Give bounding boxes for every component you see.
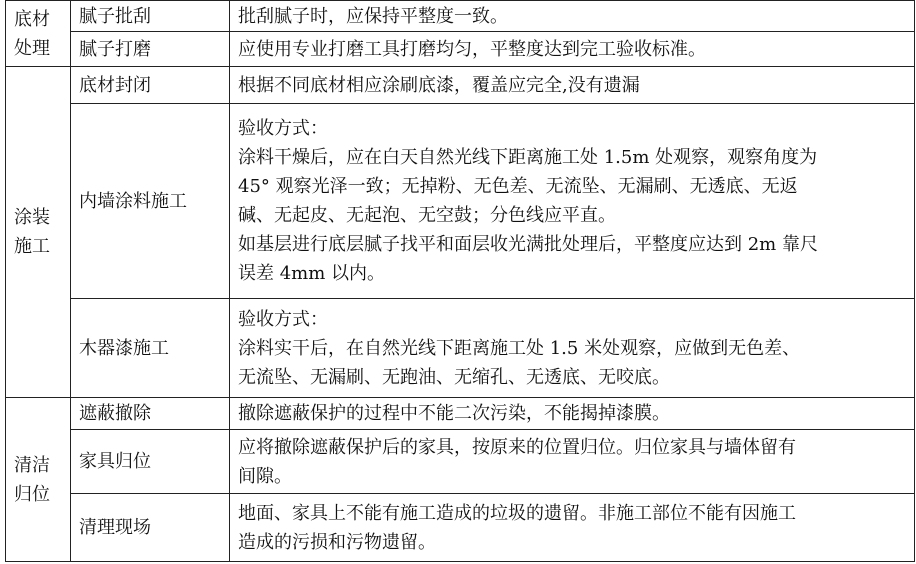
description-line: 碱、无起皮、无起泡、无空鼓；分色线应平直。 bbox=[238, 205, 616, 226]
table-row bbox=[6, 1, 915, 32]
table-row bbox=[6, 32, 915, 67]
table-row bbox=[6, 494, 915, 562]
description-cell bbox=[230, 398, 915, 430]
description-line: 撤除遮蔽保护的过程中不能二次污染，不能揭掉漆膜。 bbox=[238, 403, 670, 424]
item-cell: 木器漆施工 bbox=[71, 299, 230, 398]
description-line: 验收方式： bbox=[238, 118, 328, 139]
description-cell bbox=[230, 299, 915, 398]
table-row bbox=[6, 67, 915, 104]
item-cell: 内墙涂料施工 bbox=[71, 104, 230, 299]
category-cell-cleanup bbox=[6, 398, 71, 562]
category-text: 清洁 bbox=[14, 454, 50, 476]
description-line: 造成的污损和污物遗留。 bbox=[238, 531, 436, 553]
description-line: 验收方式： bbox=[238, 308, 328, 330]
description-line: 间隙。 bbox=[238, 465, 292, 487]
table-row bbox=[6, 430, 915, 494]
description-line: 无流坠、无漏刷、无跑油、无缩孔、无透底、无咬底。 bbox=[238, 366, 670, 388]
description-cell bbox=[230, 430, 915, 494]
construction-spec-table bbox=[5, 0, 915, 562]
description-cell bbox=[230, 104, 915, 299]
category-text: 底材 bbox=[14, 8, 50, 30]
description-line: 45° 观察光泽一致；无掉粉、无色差、无流坠、无漏刷、无透底、无返 bbox=[238, 176, 798, 197]
category-text: 涂装 bbox=[14, 207, 50, 228]
category-cell-substrate bbox=[6, 1, 71, 67]
item-cell: 腻子打磨 bbox=[71, 32, 230, 67]
category-text: 施工 bbox=[14, 236, 50, 257]
item-cell: 家具归位 bbox=[71, 430, 230, 494]
item-cell: 遮蔽撤除 bbox=[71, 398, 230, 430]
description-line: 应使用专业打磨工具打磨均匀，平整度达到完工验收标准。 bbox=[238, 38, 706, 60]
table-row bbox=[6, 104, 915, 299]
spec-table-body bbox=[6, 1, 915, 562]
description-line: 涂料实干后，在自然光线下距离施工处 1.5 米处观察，应做到无色差、 bbox=[238, 337, 801, 359]
description-cell bbox=[230, 494, 915, 562]
description-line: 批刮腻子时，应保持平整度一致。 bbox=[238, 5, 508, 27]
category-text: 处理 bbox=[14, 37, 50, 59]
category-cell-coating bbox=[6, 67, 71, 398]
item-cell: 清理现场 bbox=[71, 494, 230, 562]
description-cell bbox=[230, 32, 915, 67]
description-cell bbox=[230, 67, 915, 104]
item-cell: 腻子批刮 bbox=[71, 1, 230, 32]
table-row bbox=[6, 398, 915, 430]
description-line: 涂料干燥后，应在白天自然光线下距离施工处 1.5m 处观察，观察角度为 bbox=[238, 147, 818, 168]
description-line: 应将撤除遮蔽保护后的家具，按原来的位置归位。归位家具与墙体留有 bbox=[238, 436, 796, 458]
item-cell: 底材封闭 bbox=[71, 67, 230, 104]
description-line: 如基层进行底层腻子找平和面层收光满批处理后，平整度应达到 2m 靠尺 bbox=[238, 234, 818, 255]
category-text: 归位 bbox=[14, 483, 50, 505]
table-row bbox=[6, 299, 915, 398]
description-cell bbox=[230, 1, 915, 32]
description-line: 根据不同底材相应涂刷底漆，覆盖应完全,没有遗漏 bbox=[238, 74, 640, 96]
description-line: 误差 4mm 以内。 bbox=[238, 263, 386, 284]
description-line: 地面、家具上不能有施工造成的垃圾的遗留。非施工部位不能有因施工 bbox=[238, 502, 796, 524]
